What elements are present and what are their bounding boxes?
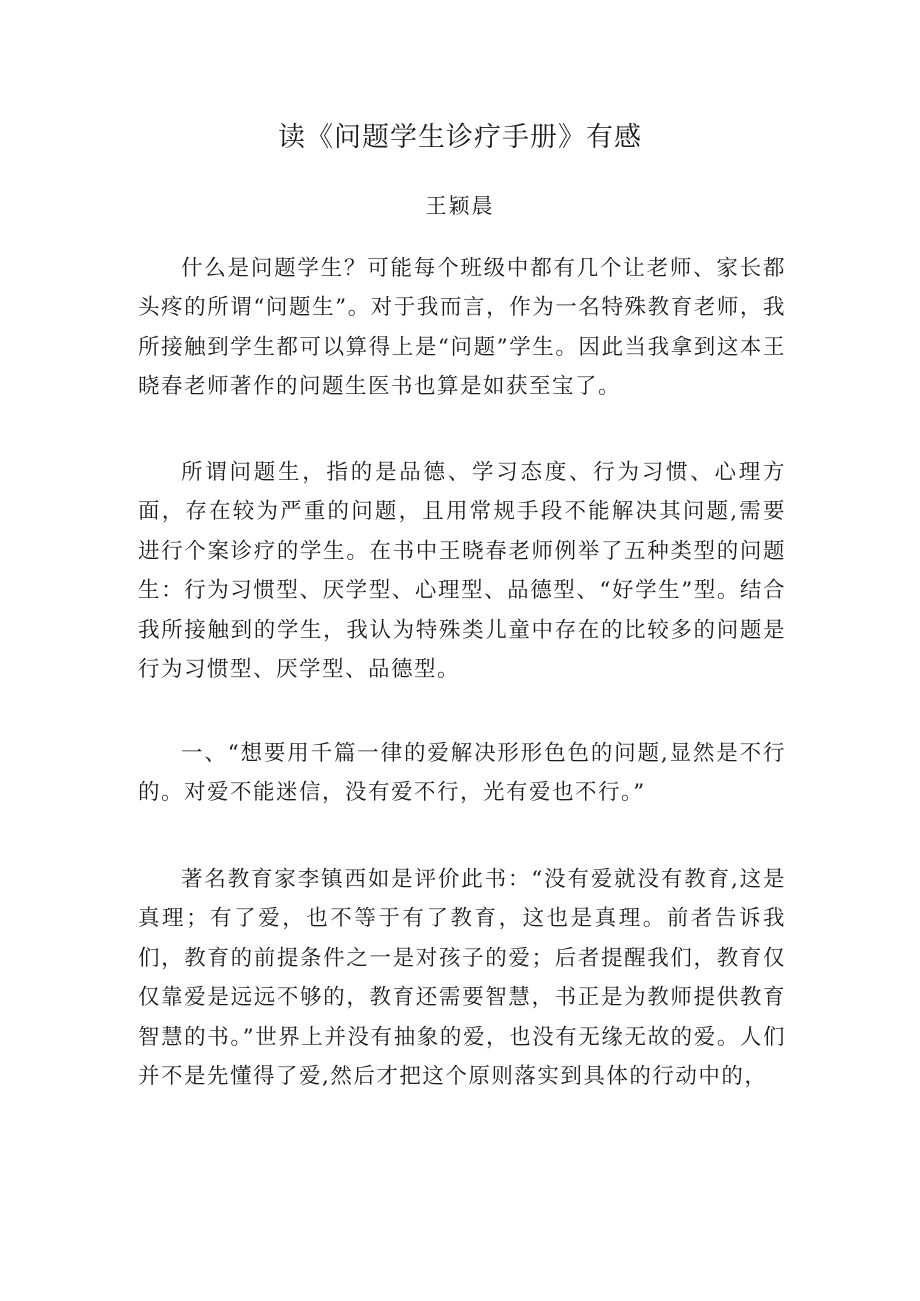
section-heading-quote: 一、“想要用千篇一律的爱解决形形色色的问题,显然是不行的。对爱不能迷信，没有爱不行，光有爱也不行。” (138, 741, 786, 806)
paragraph: 什么是问题学生？可能每个班级中都有几个让老师、家长都头疼的所谓“问题生”。对于我而言，作为一名特殊教育老师，我所接触到学生都可以算得上是“问题”学生。因此当我拿到这本王晓春老师著作的问题生医书也算是如获至宝了。 (138, 256, 786, 400)
document-title: 读《问题学生诊疗手册》有感 (278, 122, 642, 153)
author-name: 王颖晨 (425, 194, 495, 218)
paragraph: 著名教育家李镇西如是评价此书：“没有爱就没有教育,这是真理；有了爱，也不等于有了教育，这也是真理。前者告诉我们，教育的前提条件之一是对孩子的爱；后者提醒我们，教育仅仅靠爱是远远不够的，教育还需要智慧，书正是为教师提供教育智慧的书。”世界上并没有抽象的爱，也没有无缘无故的爱。人们并不是先懂得了爱,然后才把这个原则落实到具体的行动中的， (138, 867, 786, 1090)
paragraph: 所谓问题生，指的是品德、学习态度、行为习惯、心理方面，存在较为严重的问题，且用常规手段不能解决其问题,需要进行个案诊疗的学生。在书中王晓春老师例举了五种类型的问题生：行为习惯型、厌学型、心理型、品德型、“好学生”型。结合我所接触到的学生，我认为特殊类儿童中存在的比较多的问题是行为习惯型、厌学型、品德型。 (138, 460, 786, 683)
